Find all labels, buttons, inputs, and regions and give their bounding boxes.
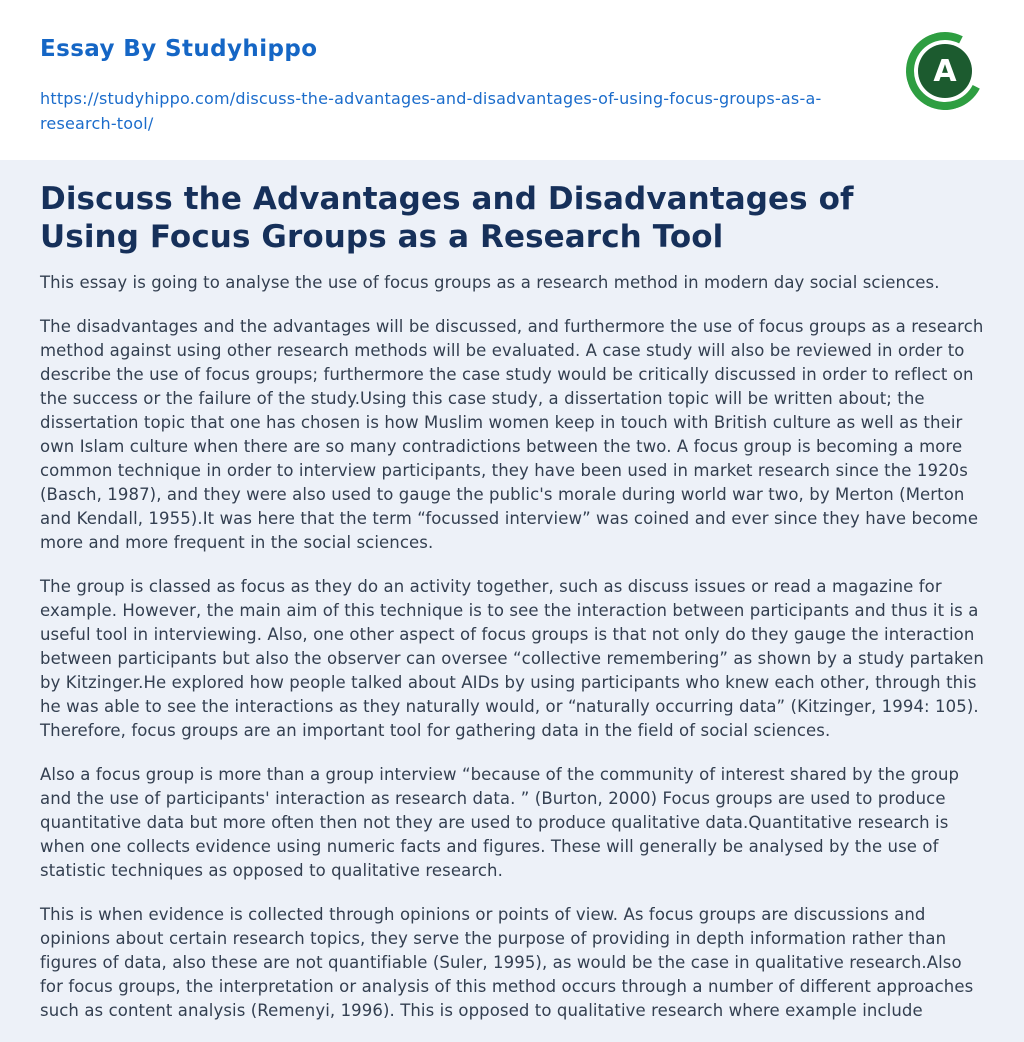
essay-paragraph-3: The group is classed as focus as they do an activity together, such as discuss issues or read a magazine for example. However, the main aim of this technique is to see the interaction between participants and thus it is a useful tool in interviewing. Also, one other aspect of focus groups is that not only do they gauge the interaction between participants but also the observer can oversee “collective remembering” as shown by a study partaken by Kitzinger.He explored how people talked about AIDs by using participants who knew each other, through this he was able to see the interactions as they naturally would, or “naturally occurring data” (Kitzinger, 1994: 105). Therefore, focus groups are an important tool for gathering data in the field of social sciences.	[40, 577, 984, 740]
essay-content	[0, 160, 1024, 1042]
essay-paragraph-1: This essay is going to analyse the use of focus groups as a research method in modern day social sciences.	[40, 273, 940, 292]
studyhippo-logo[interactable]	[906, 32, 984, 110]
essay-paragraph-5: This is when evidence is collected through opinions or points of view. As focus groups are discussions and opinions about certain research topics, they serve the purpose of providing in depth information rather than figures of data, also these are not quantifiable (Suler, 1995), as would be the case in qualitative research.Also for focus groups, the interpretation or analysis of this method occurs through a number of different approaches such as content analysis (Remenyi, 1996). This is opposed to qualitative research where example include	[40, 905, 974, 1020]
essay-title: Discuss the Advantages and Disadvantages of Using Focus Groups as a Research Tool	[40, 181, 854, 255]
essay-paragraph-2: The disadvantages and the advantages will be discussed, and furthermore the use of focus groups as a research method against using other research methods will be evaluated. A case study will also be reviewed in order to describe the use of focus groups; furthermore the case study would be critically discussed in order to reflect on the success or the failure of the study.Using this case study, a dissertation topic will be written about; the dissertation topic that one has chosen is how Muslim women keep in touch with British culture as well as their own Islam culture when there are so many contradictions between the two. A focus group is becoming a more common technique in order to interview participants, they have been used in market research since the 1920s (Basch, 1987), and they were also used to gauge the public's morale during world war two, by Merton (Merton and Kendall, 1955).It was here that the term “focussed interview” was coined and ever since they have become more and more frequent in the social sciences.	[40, 317, 984, 552]
logo-letter: A	[933, 53, 957, 89]
essay-url-link[interactable]: https://studyhippo.com/discuss-the-advantages-and-disadvantages-of-using-focus-groups-as-a-research-tool/	[40, 89, 822, 133]
page-header	[0, 0, 1024, 160]
essay-paragraph-4: Also a focus group is more than a group interview “because of the community of interest shared by the group and the use of participants' interaction as research data. ” (Burton, 2000) Focus groups are used to produce quantitative data but more often then not they are used to produce qualitative data.Quantitative research is when one collects evidence using numeric facts and figures. These will generally be analysed by the use of statistic techniques as opposed to qualitative research.	[40, 765, 960, 880]
site-header-title: Essay By Studyhippo	[40, 36, 318, 62]
logo-letter-icon	[918, 44, 972, 98]
